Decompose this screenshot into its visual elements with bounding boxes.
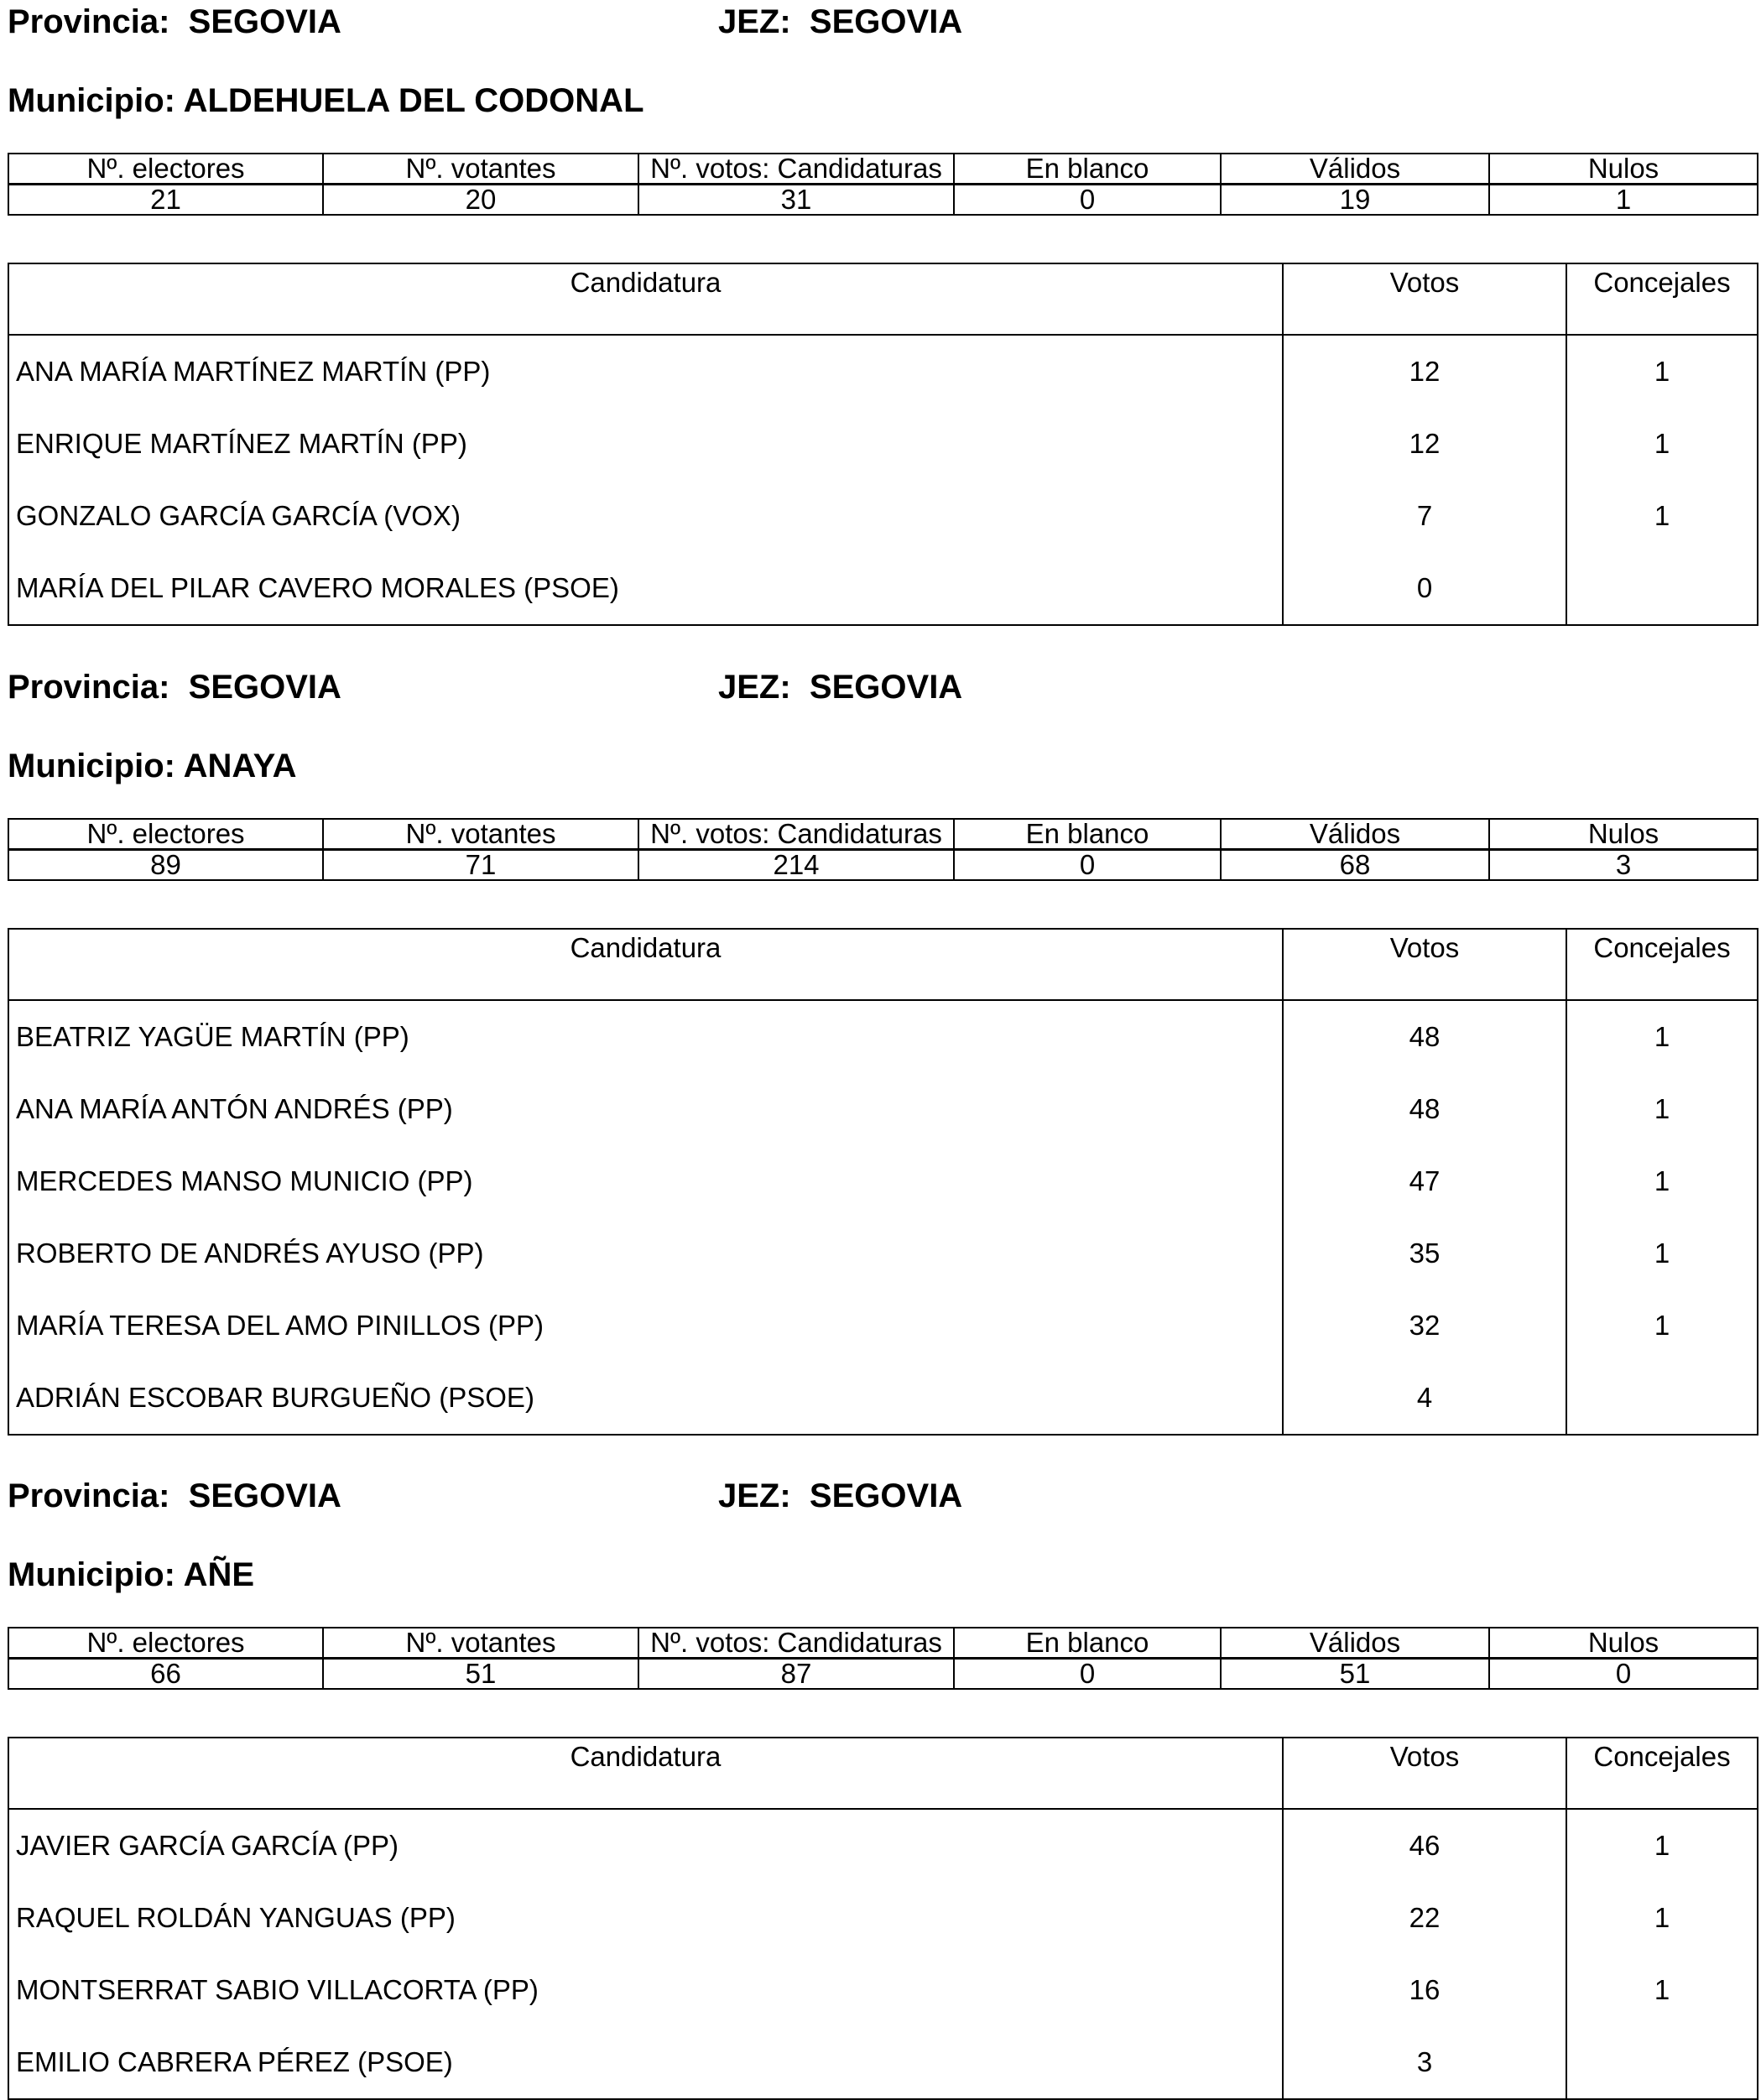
stats-value-nulos: 3 bbox=[1489, 850, 1758, 881]
jez-label: JEZ: bbox=[718, 1477, 791, 1514]
candidate-concejales: 1 bbox=[1566, 1809, 1758, 1882]
stats-header-votantes: Nº. votantes bbox=[323, 154, 638, 185]
candidate-name: ENRIQUE MARTÍNEZ MARTÍN (PP) bbox=[16, 428, 467, 459]
candidate-row bbox=[8, 1362, 1758, 1435]
candidate-row bbox=[8, 408, 1758, 480]
candidate-name: GONZALO GARCÍA GARCÍA (VOX) bbox=[16, 500, 461, 531]
candidate-concejales: 1 bbox=[1566, 480, 1758, 552]
candidate-concejales: 1 bbox=[1566, 1882, 1758, 1954]
stats-header-row bbox=[8, 819, 1758, 850]
candidate-votes: 32 bbox=[1283, 1290, 1566, 1362]
candidates-table bbox=[8, 928, 1758, 1436]
candidate-votes: 35 bbox=[1283, 1217, 1566, 1290]
stats-value-validos: 51 bbox=[1221, 1659, 1489, 1690]
candidate-name: EMILIO CABRERA PÉREZ (PSOE) bbox=[16, 2046, 453, 2077]
stats-value-electores: 89 bbox=[8, 850, 323, 881]
jez-value: SEGOVIA bbox=[809, 3, 963, 40]
stats-value-votantes: 51 bbox=[323, 1659, 638, 1690]
municipio-value: ANAYA bbox=[183, 748, 297, 784]
stats-value-nulos: 1 bbox=[1489, 185, 1758, 216]
candidate-row bbox=[8, 1882, 1758, 1954]
candidate-name: ROBERTO DE ANDRÉS AYUSO (PP) bbox=[16, 1238, 484, 1269]
candidate-name: ADRIÁN ESCOBAR BURGUEÑO (PSOE) bbox=[16, 1382, 534, 1413]
municipio-label: Municipio: bbox=[8, 1556, 175, 1593]
stats-header-validos: Válidos bbox=[1221, 1628, 1489, 1659]
candidate-votes: 7 bbox=[1283, 480, 1566, 552]
municipio-header bbox=[8, 84, 644, 117]
provincia-header bbox=[8, 5, 341, 39]
stats-value-validos: 19 bbox=[1221, 185, 1489, 216]
stats-value-votos-candidaturas: 31 bbox=[638, 185, 954, 216]
candidate-row bbox=[8, 1954, 1758, 2026]
jez-header bbox=[718, 1479, 962, 1513]
stats-header-validos: Válidos bbox=[1221, 819, 1489, 850]
stats-header-nulos: Nulos bbox=[1489, 819, 1758, 850]
candidate-votes: 3 bbox=[1283, 2026, 1566, 2099]
provincia-label: Provincia: bbox=[8, 669, 170, 706]
stats-table bbox=[8, 818, 1758, 881]
stats-value-en-blanco: 0 bbox=[954, 185, 1221, 216]
stats-value-votos-candidaturas: 214 bbox=[638, 850, 954, 881]
candidate-concejales: 1 bbox=[1566, 1217, 1758, 1290]
stats-header-votos-candidaturas: Nº. votos: Candidaturas bbox=[638, 819, 954, 850]
stats-header-votos-candidaturas: Nº. votos: Candidaturas bbox=[638, 154, 954, 185]
municipio-label: Municipio: bbox=[8, 748, 175, 784]
jez-label: JEZ: bbox=[718, 3, 791, 40]
jez-header bbox=[718, 5, 962, 39]
stats-value-electores: 21 bbox=[8, 185, 323, 216]
candidate-name: BEATRIZ YAGÜE MARTÍN (PP) bbox=[16, 1021, 409, 1052]
stats-value-row bbox=[8, 1659, 1758, 1690]
candidate-concejales: 1 bbox=[1566, 335, 1758, 408]
candidatura-header: Candidatura bbox=[8, 263, 1283, 335]
candidate-name: ANA MARÍA MARTÍNEZ MARTÍN (PP) bbox=[16, 356, 491, 387]
candidate-concejales bbox=[1566, 552, 1758, 625]
candidate-votes: 47 bbox=[1283, 1145, 1566, 1217]
municipality-section bbox=[0, 665, 1761, 1433]
stats-header-en-blanco: En blanco bbox=[954, 1628, 1221, 1659]
candidate-row bbox=[8, 1809, 1758, 1882]
provincia-value: SEGOVIA bbox=[188, 3, 341, 40]
stats-header-electores: Nº. electores bbox=[8, 819, 323, 850]
candidate-name: JAVIER GARCÍA GARCÍA (PP) bbox=[16, 1830, 399, 1861]
candidate-row bbox=[8, 1145, 1758, 1217]
candidate-votes: 46 bbox=[1283, 1809, 1566, 1882]
votos-header: Votos bbox=[1283, 929, 1566, 1000]
candidate-votes: 12 bbox=[1283, 408, 1566, 480]
candidate-concejales: 1 bbox=[1566, 1073, 1758, 1145]
municipio-value: ALDEHUELA DEL CODONAL bbox=[183, 82, 644, 119]
candidate-concejales: 1 bbox=[1566, 1145, 1758, 1217]
stats-value-electores: 66 bbox=[8, 1659, 323, 1690]
stats-value-votos-candidaturas: 87 bbox=[638, 1659, 954, 1690]
candidate-row bbox=[8, 1217, 1758, 1290]
candidate-votes: 12 bbox=[1283, 335, 1566, 408]
stats-value-row bbox=[8, 185, 1758, 216]
votos-header: Votos bbox=[1283, 263, 1566, 335]
jez-value: SEGOVIA bbox=[809, 669, 963, 706]
candidate-concejales bbox=[1566, 2026, 1758, 2099]
stats-header-votos-candidaturas: Nº. votos: Candidaturas bbox=[638, 1628, 954, 1659]
candidatura-header: Candidatura bbox=[8, 1738, 1283, 1809]
candidate-name: MERCEDES MANSO MUNICIO (PP) bbox=[16, 1165, 473, 1196]
candidate-concejales: 1 bbox=[1566, 1290, 1758, 1362]
candidate-concejales: 1 bbox=[1566, 1000, 1758, 1073]
candidate-row bbox=[8, 552, 1758, 625]
candidate-votes: 0 bbox=[1283, 552, 1566, 625]
stats-value-nulos: 0 bbox=[1489, 1659, 1758, 1690]
concejales-header: Concejales bbox=[1566, 263, 1758, 335]
candidates-header-row bbox=[8, 263, 1758, 335]
municipality-section bbox=[0, 0, 1761, 625]
provincia-value: SEGOVIA bbox=[188, 669, 341, 706]
stats-value-en-blanco: 0 bbox=[954, 850, 1221, 881]
candidates-table bbox=[8, 1737, 1758, 2100]
candidates-table bbox=[8, 263, 1758, 626]
concejales-header: Concejales bbox=[1566, 929, 1758, 1000]
concejales-header: Concejales bbox=[1566, 1738, 1758, 1809]
stats-header-electores: Nº. electores bbox=[8, 154, 323, 185]
stats-header-en-blanco: En blanco bbox=[954, 154, 1221, 185]
candidate-row bbox=[8, 2026, 1758, 2099]
stats-table bbox=[8, 1627, 1758, 1690]
candidate-name: MONTSERRAT SABIO VILLACORTA (PP) bbox=[16, 1974, 539, 2005]
municipio-header bbox=[8, 1558, 254, 1592]
jez-label: JEZ: bbox=[718, 669, 791, 706]
candidates-header-row bbox=[8, 1738, 1758, 1809]
provincia-header bbox=[8, 1479, 341, 1513]
stats-value-en-blanco: 0 bbox=[954, 1659, 1221, 1690]
candidate-row bbox=[8, 335, 1758, 408]
provincia-header bbox=[8, 670, 341, 704]
stats-header-nulos: Nulos bbox=[1489, 154, 1758, 185]
stats-header-electores: Nº. electores bbox=[8, 1628, 323, 1659]
candidate-concejales bbox=[1566, 1362, 1758, 1435]
stats-header-nulos: Nulos bbox=[1489, 1628, 1758, 1659]
candidate-votes: 16 bbox=[1283, 1954, 1566, 2026]
stats-header-votantes: Nº. votantes bbox=[323, 819, 638, 850]
candidate-row bbox=[8, 480, 1758, 552]
votos-header: Votos bbox=[1283, 1738, 1566, 1809]
candidate-concejales: 1 bbox=[1566, 1954, 1758, 2026]
stats-value-votantes: 20 bbox=[323, 185, 638, 216]
candidate-row bbox=[8, 1000, 1758, 1073]
provincia-label: Provincia: bbox=[8, 3, 170, 40]
municipio-value: AÑE bbox=[183, 1556, 255, 1593]
jez-header bbox=[718, 670, 962, 704]
candidate-name: MARÍA TERESA DEL AMO PINILLOS (PP) bbox=[16, 1310, 544, 1341]
candidate-name: RAQUEL ROLDÁN YANGUAS (PP) bbox=[16, 1902, 456, 1933]
candidate-name: ANA MARÍA ANTÓN ANDRÉS (PP) bbox=[16, 1093, 453, 1124]
candidate-name: MARÍA DEL PILAR CAVERO MORALES (PSOE) bbox=[16, 572, 619, 603]
stats-header-en-blanco: En blanco bbox=[954, 819, 1221, 850]
provincia-value: SEGOVIA bbox=[188, 1477, 341, 1514]
candidate-votes: 4 bbox=[1283, 1362, 1566, 1435]
candidatura-header: Candidatura bbox=[8, 929, 1283, 1000]
candidate-votes: 22 bbox=[1283, 1882, 1566, 1954]
stats-value-validos: 68 bbox=[1221, 850, 1489, 881]
candidate-votes: 48 bbox=[1283, 1073, 1566, 1145]
stats-header-row bbox=[8, 1628, 1758, 1659]
municipio-label: Municipio: bbox=[8, 82, 175, 119]
candidate-concejales: 1 bbox=[1566, 408, 1758, 480]
candidate-row bbox=[8, 1073, 1758, 1145]
provincia-label: Provincia: bbox=[8, 1477, 170, 1514]
stats-value-row bbox=[8, 850, 1758, 881]
stats-value-votantes: 71 bbox=[323, 850, 638, 881]
stats-header-votantes: Nº. votantes bbox=[323, 1628, 638, 1659]
jez-value: SEGOVIA bbox=[809, 1477, 963, 1514]
stats-table bbox=[8, 153, 1758, 216]
municipio-header bbox=[8, 749, 297, 783]
municipality-section bbox=[0, 1474, 1761, 2099]
candidates-header-row bbox=[8, 929, 1758, 1000]
candidate-row bbox=[8, 1290, 1758, 1362]
stats-header-row bbox=[8, 154, 1758, 185]
candidate-votes: 48 bbox=[1283, 1000, 1566, 1073]
stats-header-validos: Válidos bbox=[1221, 154, 1489, 185]
